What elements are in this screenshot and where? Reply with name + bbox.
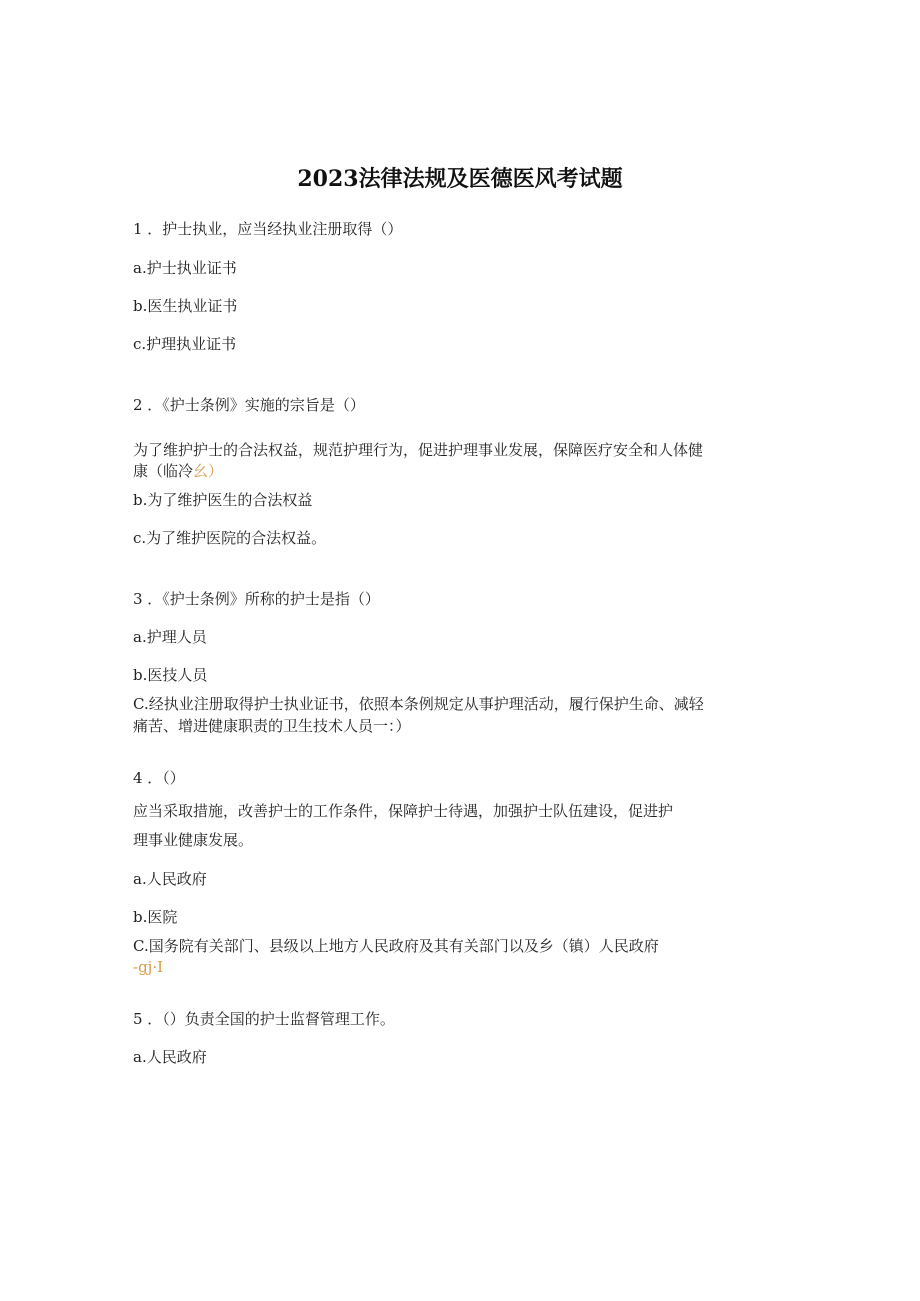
question-2-option-a-line2-text: 康（临冷 xyxy=(133,462,194,480)
question-4-option-c: C.国务院有关部门、县级以上地方人民政府及其有关部门以及乡（镇）人民政府 xyxy=(133,937,659,955)
question-4-body-line2: 理事业健康发展。 xyxy=(133,831,254,849)
question-3-option-b: b.医技人员 xyxy=(133,666,208,684)
question-3-option-c-line1: C.经执业注册取得护士执业证书，依照本条例规定从事护理活动，履行保护生命、减轻 xyxy=(133,695,704,713)
question-2-option-b: b.为了维护医生的合法权益 xyxy=(133,491,313,509)
question-5-stem: 5 ．（）负责全国的护士监督管理工作。 xyxy=(133,1010,395,1028)
question-4-stem: 4 ．（） xyxy=(133,769,185,787)
question-2-stem: 2 ．《护士条例》实施的宗旨是（） xyxy=(133,396,365,414)
question-3-option-a: a.护理人员 xyxy=(133,628,207,646)
question-1-stem: 1 ．护士执业，应当经执业注册取得（） xyxy=(133,220,403,238)
question-2-option-a-line2 xyxy=(133,461,223,481)
question-5-option-a: a.人民政府 xyxy=(133,1048,207,1066)
question-3-stem: 3 ．《护士条例》所称的护士是指（） xyxy=(133,590,380,608)
page-title: 2023法律法规及医德医风考试题 xyxy=(297,166,623,192)
question-1-option-c: c.护理执业证书 xyxy=(133,335,237,353)
question-2-scan-mark: 幺） xyxy=(193,462,224,480)
question-2-option-c: c.为了维护医院的合法权益。 xyxy=(133,529,327,547)
question-3-option-c-line2: 痛苦、增进健康职责的卫生技术人员一：） xyxy=(133,717,411,735)
question-4-option-a: a.人民政府 xyxy=(133,870,207,888)
question-1-option-b: b.医生执业证书 xyxy=(133,297,238,315)
question-4-body-line1: 应当采取措施，改善护士的工作条件，保障护士待遇，加强护士队伍建设，促进护 xyxy=(133,802,674,820)
question-4-scan-mark: -gj·I xyxy=(133,958,164,976)
question-1-option-a: a.护士执业证书 xyxy=(133,259,237,277)
question-4-option-b: b.医院 xyxy=(133,908,178,926)
question-2-option-a-line1: 为了维护护士的合法权益，规范护理行为，促进护理事业发展，保障医疗安全和人体健 xyxy=(133,441,704,459)
